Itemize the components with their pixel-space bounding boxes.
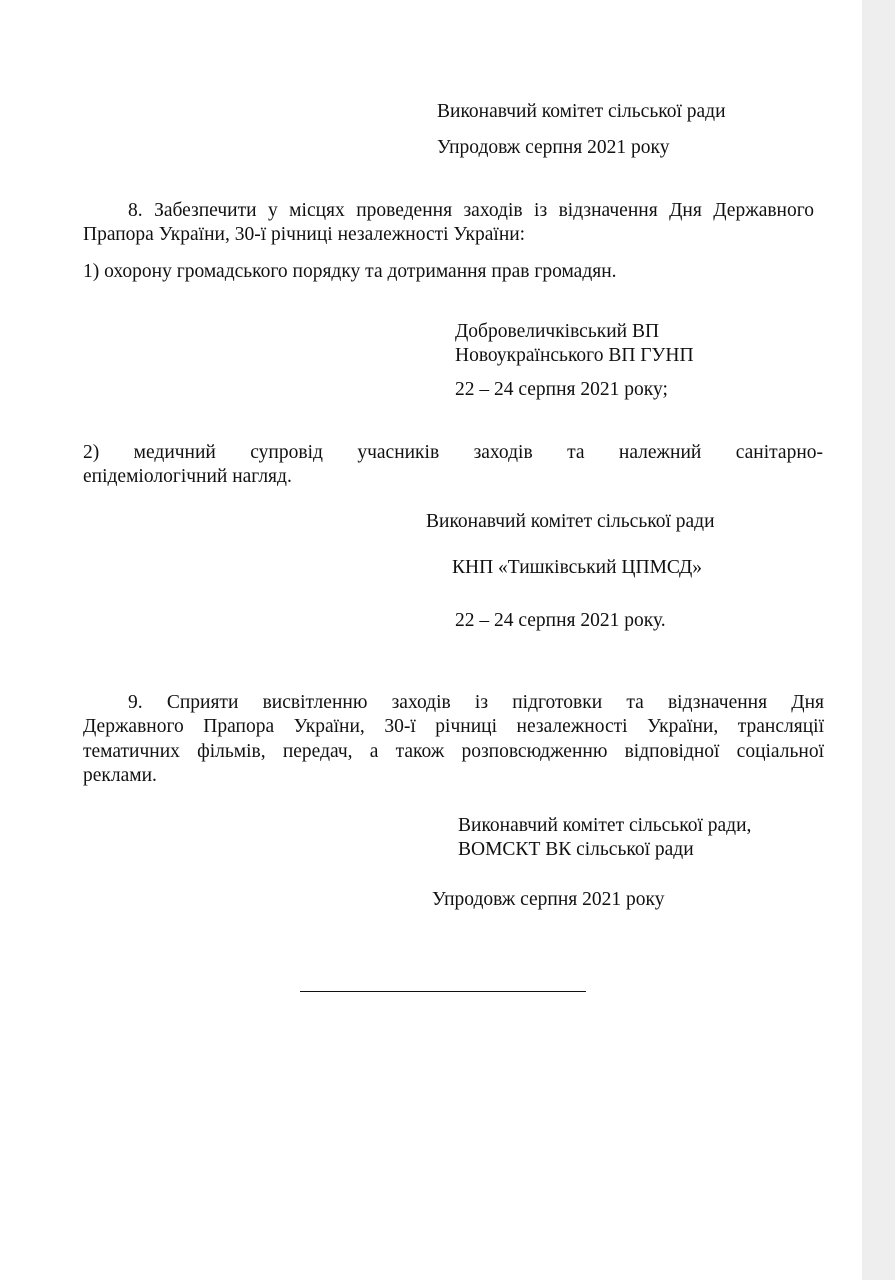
end-divider-line: [300, 991, 586, 992]
item8-sub2-responsible-2: КНП «Тишківський ЦПМСД»: [452, 557, 703, 578]
item8-sub1-deadline: 22 – 24 серпня 2021 року;: [455, 379, 668, 400]
item7-responsible: Виконавчий комітет сільської ради: [437, 101, 726, 122]
item8-sub1-responsible-2: Новоукраїнського ВП ГУНП: [455, 345, 694, 366]
item8-sub2-line2: епідеміологічний нагляд.: [83, 466, 292, 487]
item7-deadline: Упродовж серпня 2021 року: [437, 137, 670, 158]
item9-line3: тематичних фільмів, передач, а також розповсюдженню відповідної соціальної: [83, 741, 824, 762]
item8-line2: Прапора України, 30-ї річниці незалежності України:: [83, 224, 526, 245]
item9-line1: 9. Сприяти висвітленню заходів із підготовки та відзначення Дня: [128, 692, 824, 713]
item8-sub1-responsible-1: Добровеличківський ВП: [455, 321, 660, 342]
item9-responsible-2: ВОМСКТ ВК сільської ради: [458, 839, 694, 860]
item8-sub2-responsible-1: Виконавчий комітет сільської ради: [426, 511, 715, 532]
item8-sub2-line1: 2) медичний супровід учасників заходів та належний санітарно-: [83, 442, 823, 463]
item8-sub1-text: 1) охорону громадського порядку та дотримання прав громадян.: [83, 261, 617, 282]
item8-line1: 8. Забезпечити у місцях проведення заходів із відзначення Дня Державного: [128, 200, 814, 221]
item9-line2: Державного Прапора України, 30-ї річниці незалежності України, трансляції: [83, 716, 824, 737]
item9-line4: реклами.: [83, 765, 157, 786]
item8-sub2-deadline: 22 – 24 серпня 2021 року.: [455, 610, 666, 631]
item9-deadline: Упродовж серпня 2021 року: [432, 889, 665, 910]
item9-responsible-1: Виконавчий комітет сільської ради,: [458, 815, 752, 836]
